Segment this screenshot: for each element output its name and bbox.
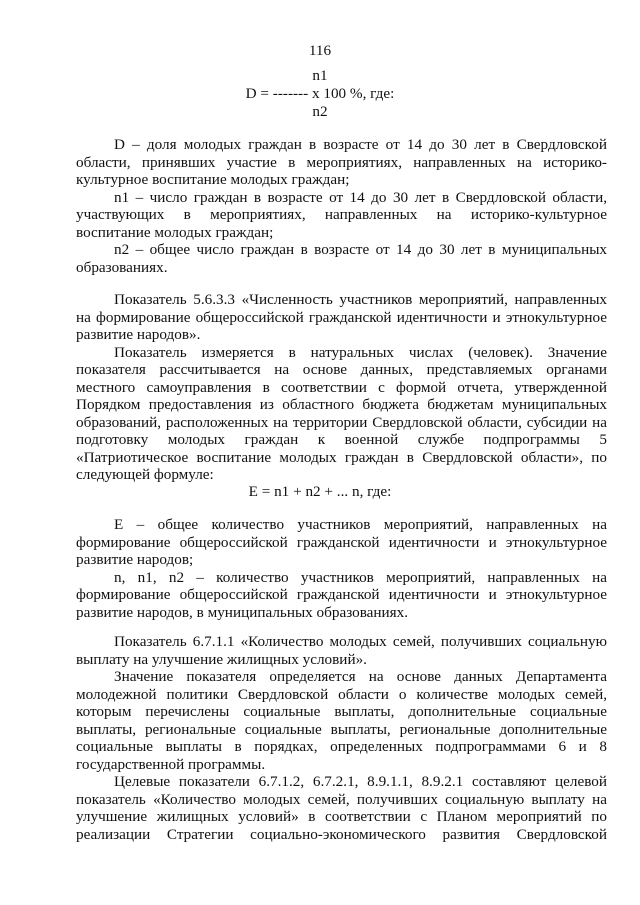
indicator-5-6-3-3-title: Показатель 5.6.3.3 «Численность участников мероприятий, направленных на формирование общероссийской гражданской идентичности и этнокультурное развитие народов». (76, 291, 607, 343)
section-5-6-3-3 (76, 291, 607, 484)
indicator-6-7-1-1-title: Показатель 6.7.1.1 «Количество молодых семей, получивших социальную выплату на улучшение жилищных условий». (76, 633, 607, 668)
definitions-e (76, 516, 607, 621)
definitions-d (76, 136, 607, 276)
page-number: 116 (308, 42, 332, 59)
target-indicators-paragraph: Целевые показатели 6.7.1.2, 6.7.2.1, 8.9.1.1, 8.9.2.1 составляют целевой показатель «Количество молодых семей, получивших социальную выплату на улучшение жилищных условий» в соответствии с Планом мероприятий по реализации Стратегии социально-экономического развития Свердловской (76, 773, 607, 843)
formula-d-denominator: n2 (312, 103, 328, 120)
section-6-7-1-1 (76, 633, 607, 843)
definition-e: E – общее количество участников мероприятий, направленных на формирование общероссийской гражданской идентичности и этнокультурное развитие народов; (76, 516, 607, 568)
formula-d-numerator: n1 (312, 67, 328, 84)
formula-e: E = n1 + n2 + ... n, где: (248, 483, 392, 500)
indicator-5-6-3-3-description: Показатель измеряется в натуральных числах (человек). Значение показателя рассчитывается на основе данных, представляемых органами местного самоуправления в соответствии с формой отчета, утвержденной Порядком предоставления из областного бюджета бюджетам муниципальных образований, расположенных на территории Свердловской области, субсидии на подготовку молодых граждан к военной службе подпрограммы 5 «Патриотическое воспитание молодых граждан в Свердловской области», по следующей формуле: (76, 343, 607, 483)
definition-d: D – доля молодых граждан в возрасте от 14 до 30 лет в Свердловской области, принявших участие в мероприятиях, направленных на историко-культурное воспитание молодых граждан; (76, 136, 607, 188)
definition-n1: n1 – число граждан в возрасте от 14 до 30 лет в Свердловской области, участвующих в мероприятиях, направленных на историко-культурное воспитание молодых граждан; (76, 188, 607, 241)
formula-d-main: D = ------- х 100 %, где: (245, 85, 395, 102)
indicator-6-7-1-1-description: Значение показателя определяется на основе данных Департамента молодежной политики Свердловской области о количестве молодых семей, которым перечислены социальные выплаты, дополнительные социальные выплаты, региональные социальные выплаты, региональные дополнительные социальные выплаты в порядках, определенных подпрограммами 6 и 8 государственной программы. (76, 668, 607, 773)
definition-n-list: n, n1, n2 – количество участников мероприятий, направленных на формирование общероссийской гражданской идентичности и этнокультурное развитие народов, в муниципальных образованиях. (76, 568, 607, 621)
definition-n2: n2 – общее число граждан в возрасте от 14 до 30 лет в муниципальных образованиях. (76, 241, 607, 276)
